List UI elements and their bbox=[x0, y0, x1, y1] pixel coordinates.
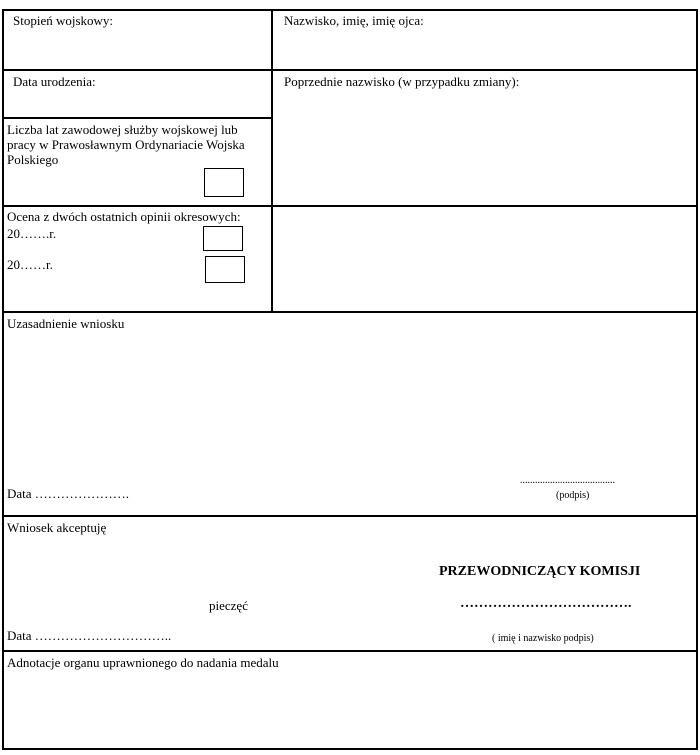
frame-top bbox=[2, 9, 698, 11]
rule-left-service bbox=[2, 117, 273, 119]
justification-label: Uzasadnienie wniosku bbox=[7, 316, 125, 331]
accept-label: Wniosek akceptuję bbox=[7, 520, 107, 535]
service-years-label: Liczba lat zawodowej służby wojskowej lub pracy w Prawosławnym Ordynariacie Wojska Polskiego bbox=[7, 122, 245, 167]
frame-right bbox=[696, 9, 698, 750]
evaluation-2-input-box[interactable] bbox=[205, 256, 245, 283]
signature-dots: ...................................... bbox=[520, 475, 615, 486]
date-field-1[interactable]: Data …………………. bbox=[7, 486, 130, 501]
evaluation-label: Ocena z dwóch ostatnich opinii okresowych: bbox=[7, 209, 241, 224]
signature-caption: (podpis) bbox=[556, 490, 590, 501]
rule-row4 bbox=[2, 311, 698, 313]
chairman-signature-dots: ………………………………. bbox=[460, 596, 632, 611]
rule-row6 bbox=[2, 650, 698, 652]
frame-bottom bbox=[2, 748, 698, 750]
column-divider bbox=[271, 9, 273, 312]
stamp-label: pieczęć bbox=[209, 598, 248, 613]
annotations-label: Adnotacje organu uprawnionego do nadania medalu bbox=[7, 655, 279, 670]
name-label: Nazwisko, imię, imię ojca: bbox=[284, 13, 424, 28]
name-signature-caption: ( imię i nazwisko podpis) bbox=[492, 633, 594, 644]
rank-label: Stopień wojskowy: bbox=[13, 13, 114, 28]
evaluation-1-input-box[interactable] bbox=[203, 226, 243, 251]
evaluation-year-2: 20……r. bbox=[7, 257, 53, 272]
previous-name-label: Poprzednie nazwisko (w przypadku zmiany): bbox=[284, 74, 520, 89]
dob-label: Data urodzenia: bbox=[13, 74, 96, 89]
date-field-2[interactable]: Data ………………………….. bbox=[7, 628, 172, 643]
rule-row1 bbox=[2, 69, 698, 71]
service-years-input-box[interactable] bbox=[204, 168, 244, 197]
rule-row3 bbox=[2, 205, 698, 207]
rule-row5 bbox=[2, 515, 698, 517]
chairman-title: PRZEWODNICZĄCY KOMISJI bbox=[439, 564, 641, 579]
frame-left bbox=[2, 9, 4, 750]
evaluation-year-1: 20…….r. bbox=[7, 226, 57, 241]
